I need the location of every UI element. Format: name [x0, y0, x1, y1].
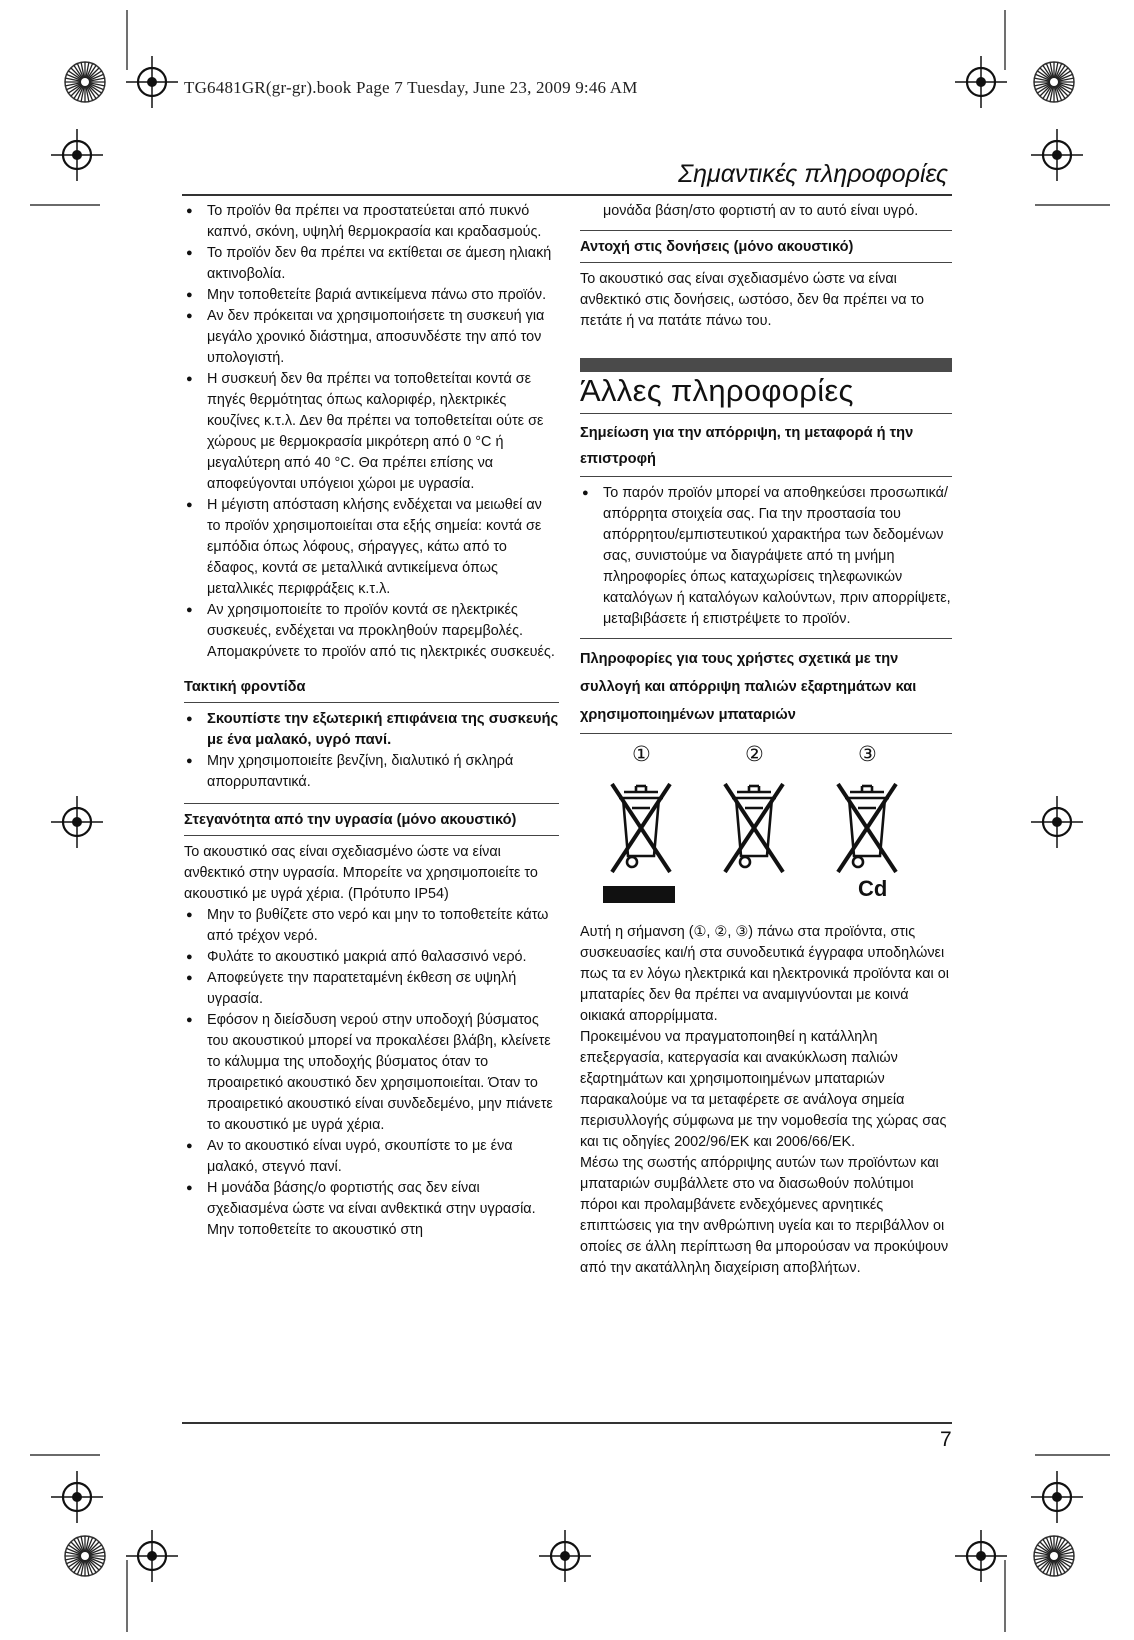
list-item: ● Αν δεν πρόκειται να χρησιμοποιήσετε τη συσκευή για μεγάλο χρονικό διάστημα, αποσυνδέστε την από τον υπολογιστή. — [184, 306, 559, 369]
disposal-benefit-paragraph: Μέσω της σωστής απόρριψης αυτών των προϊόντων και μπαταριών συμβάλλετε στο να διασωθούν πολύτιμοι πόροι και προλαμβάνετε ενδεχόμενες αρνητικές επιπτώσεις για την ανθρώπινη υγεία και το περιβάλλον οι οποίες σε άλλη περίπτωση θα μπορούσαν να προκύψουν από την ακατάλληλη διαχείριση αποβλήτων. — [580, 1155, 949, 1276]
disposal-heading: Σημείωση για την απόρριψη, τη μεταφορά ή την επιστροφή — [580, 425, 914, 467]
header-rule — [182, 194, 952, 196]
continuation-text: μονάδα βάση/στο φορτιστή αν το αυτό είναι υγρό. — [603, 203, 919, 219]
marking-paragraph: Αυτή η σήμανση (①, ②, ③) πάνω στα προϊόντα, στις συσκευασίες και/ή στα συνοδευτικά έγγραφα υποδηλώνει πως τα εν λόγω ηλεκτρικά και ηλεκτρονικά προϊόντα και οι μπαταρίες δεν θα πρέπει να αναμιγνύονται με κοινά οικιακά απορρίμματα. — [580, 924, 949, 1024]
divider — [580, 262, 952, 263]
other-info-title: Άλλες πληροφορίες — [580, 373, 854, 408]
list-item: ● Σκουπίστε την εξωτερική επιφάνεια της συσκευής με ένα μαλακό, υγρό πανί. — [184, 709, 559, 751]
divider — [580, 476, 952, 477]
water-list — [184, 905, 559, 1241]
symbol-2-label: ② — [745, 743, 764, 766]
list-item: ● Μην χρησιμοποιείτε βενζίνη, διαλυτικό ή σκληρά απορρυπαντικά. — [184, 751, 559, 793]
divider — [184, 803, 559, 804]
cd-label: Cd — [858, 876, 888, 901]
section-title: Σημαντικές πληροφορίες — [678, 160, 948, 188]
divider — [184, 702, 559, 703]
divider — [580, 638, 952, 639]
care-list — [184, 709, 559, 793]
left-column — [184, 201, 559, 1241]
list-item: ● Το προϊόν δεν θα πρέπει να εκτίθεται σε άμεση ηλιακή ακτινοβολία. — [184, 243, 559, 285]
page-number: 7 — [940, 1428, 952, 1451]
section-bar — [580, 358, 952, 372]
water-intro: Το ακουστικό σας είναι σχεδιασμένο ώστε να είναι ανθεκτικό στην υγρασία. Μπορείτε να χρησιμοποιείτε το ακουστικό με υγρά χέρια. (Πρότυπο IP54) — [184, 844, 538, 902]
crossed-bin-icon — [715, 780, 793, 880]
list-item: ● Η μονάδα βάσης/ο φορτιστής σας δεν είναι σχεδιασμένα ώστε να είναι ανθεκτικά στην υγρασία. Μην τοποθετείτε το ακουστικό στη — [184, 1178, 559, 1241]
list-item: ● Μην τοποθετείτε βαριά αντικείμενα πάνω στο προϊόν. — [184, 285, 559, 306]
crossed-bin-icon — [602, 780, 680, 880]
right-column — [580, 201, 952, 1279]
list-item: ● Η συσκευή δεν θα πρέπει να τοποθετείται κοντά σε πηγές θερμότητας όπως καλοριφέρ, ηλεκτρικές κουζίνες κ.τ.λ. Δεν θα πρέπει να τοποθετείται ούτε σε χώρους με θερμοκρασία μικρότερη από 0 °C ή μεγαλύτερη από 40 °C. Θα πρέπει επίσης να αποφεύγονται υπόγειοι χώροι με υγρασία. — [184, 369, 559, 495]
recycling-paragraph: Προκειμένου να πραγματοποιηθεί η κατάλληλη επεξεργασία, κατεργασία και ανακύκλωση παλιών εξαρτημάτων και χρησιμοποιημένων μπαταριών παρακαλούμε να τα μεταφέρετε σε ανάλογα σημεία περισυλλογής σύμφωνα με την νομοθεσία της χώρας σας και τις οδηγίες 2002/96/ΕΚ και 2006/66/ΕΚ. — [580, 1029, 947, 1150]
shock-text: Το ακουστικό σας είναι σχεδιασμένο ώστε να είναι ανθεκτικό στις δονήσεις, ωστόσο, δεν θα πρέπει να το πετάτε ή να πατάτε πάνω του. — [580, 271, 925, 329]
crossed-bin-icon — [828, 780, 906, 880]
divider — [580, 733, 952, 734]
list-item: ● Φυλάτε το ακουστικό μακριά από θαλασσινό νερό. — [184, 947, 559, 968]
divider — [184, 835, 559, 836]
list-item: ● Μην το βυθίζετε στο νερό και μην το τοποθετείτε κάτω από τρέχον νερό. — [184, 905, 559, 947]
list-item: ● Το προϊόν θα πρέπει να προστατεύεται από πυκνό καπνό, σκόνη, υψηλή θερμοκρασία και κραδασμούς. — [184, 201, 559, 243]
list-item: ● Αποφεύγετε την παρατεταμένη έκθεση σε υψηλή υγρασία. — [184, 968, 559, 1010]
care-heading: Τακτική φροντίδα — [184, 679, 306, 695]
symbol-3-label: ③ — [858, 743, 877, 766]
disposal-list — [580, 483, 952, 630]
list-item: ● Η μέγιστη απόσταση κλήσης ενδέχεται να μειωθεί αν το προϊόν χρησιμοποιείται στα εξής σημεία: κοντά σε εμπόδια όπως λόφους, σήραγγες, κάτω από το έδαφος, κοντά σε μεταλλικά αντικείμενα όπως μεταλλικές περιφράξεις κ.τ.λ. — [184, 495, 559, 600]
book-header: TG6481GR(gr-gr).book Page 7 Tuesday, June 23, 2009 9:46 AM — [184, 78, 638, 97]
water-heading: Στεγανότητα από την υγρασία (μόνο ακουστικό) — [184, 812, 517, 828]
list-item: ● Εφόσον η διείσδυση νερού στην υποδοχή βύσματος του ακουστικού μπορεί να προκαλέσει βλάβη, κλείνετε το κάλυμμα της υποδοχής βύσματος όταν το προαιρετικό ακουστικό δεν χρησιμοποιείται. Όταν το προαιρετικό ακουστικό είναι συνδεδεμένο, μην πιάνετε το ακουστικό με υγρά χέρια. — [184, 1010, 559, 1136]
recycle-heading: Πληροφορίες για τους χρήστες σχετικά με την συλλογή και απόρριψη παλιών εξαρτημάτων και χρησιμοποιημένων μπαταριών — [580, 651, 917, 723]
divider — [580, 413, 952, 414]
list-item: ● Αν το ακουστικό είναι υγρό, σκουπίστε το με ένα μαλακό, στεγνό πανί. — [184, 1136, 559, 1178]
black-bar-mark — [603, 886, 675, 903]
list-item: ● Αν χρησιμοποιείτε το προϊόν κοντά σε ηλεκτρικές συσκευές, ενδέχεται να προκληθούν παρεμβολές. Απομακρύνετε το προϊόν από τις ηλεκτρικές συσκευές. — [184, 600, 559, 663]
list-item: ● Το παρόν προϊόν μπορεί να αποθηκεύσει προσωπικά/απόρρητα στοιχεία σας. Για την προστασία του απόρρητου/εμπιστευτικού χαρακτήρα των δεδομένων σας, συνιστούμε να διαγράψετε από τη μνήμη πληροφορίες όπως καταχωρίσεις τηλεφωνικών καταλόγων ή καταλόγων καλούντων, πριν απορρίψετε, μεταβιβάσετε ή επιστρέψετε το προϊόν. — [580, 483, 952, 630]
symbol-1-label: ① — [632, 743, 651, 766]
recycling-symbols — [580, 744, 952, 914]
footer-rule — [182, 1422, 952, 1424]
shock-heading: Αντοχή στις δονήσεις (μόνο ακουστικό) — [580, 239, 854, 255]
general-precautions-list — [184, 201, 559, 663]
divider — [580, 230, 952, 231]
